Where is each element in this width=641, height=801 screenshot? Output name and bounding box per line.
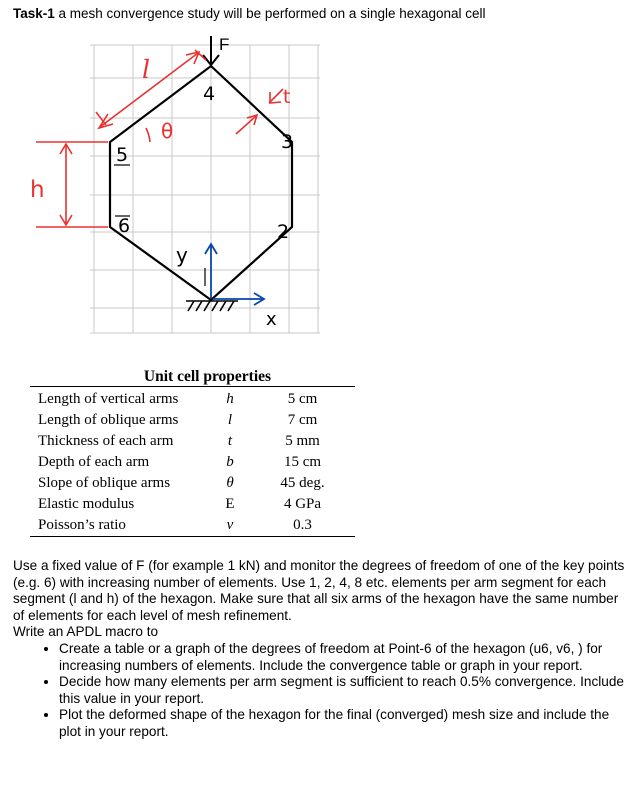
label-h: h — [30, 177, 45, 203]
instruction-paragraph-2: Write an APDL macro to — [13, 624, 159, 640]
hexagon — [110, 66, 292, 300]
table-row — [30, 431, 355, 452]
label-x: x — [266, 309, 277, 330]
list-item: • Decide how many elements per arm segment is sufficient to reach 0.5% convergence. Include this value in your report. — [59, 674, 631, 707]
instructions — [13, 558, 631, 741]
property-name: Poisson’s ratio — [38, 517, 126, 533]
table-row — [30, 473, 355, 494]
property-symbol: θ — [226, 475, 234, 491]
task-label: Task-1 — [13, 6, 55, 21]
label-point-2: 2 — [277, 221, 290, 243]
theta-arc — [146, 128, 150, 142]
property-name: Length of vertical arms — [38, 391, 179, 407]
table-row — [30, 515, 355, 537]
property-value: 15 cm — [283, 454, 322, 470]
hexagon-cell-figure — [0, 30, 641, 348]
table-row — [30, 452, 355, 473]
force-arrow — [203, 36, 219, 65]
label-F: F — [219, 35, 230, 54]
property-symbol: E — [225, 496, 235, 512]
label-point-3: 3 — [281, 131, 294, 153]
property-name: Thickness of each arm — [38, 433, 174, 449]
properties-table — [30, 368, 355, 537]
label-point-6: 6 — [118, 215, 131, 237]
property-symbol: h — [226, 391, 234, 407]
properties-grid — [30, 386, 355, 537]
list-item: • Create a table or a graph of the degrees of freedom at Point-6 of the hexagon (u6, v6, ) for increasing numbers of elements. Include the convergence table or graph in your report. — [59, 641, 631, 674]
property-value: 0.3 — [293, 517, 312, 533]
list-item: • Plot the deformed shape of the hexagon for the final (converged) mesh size and include the plot in your report. — [59, 707, 631, 740]
label-y: y — [176, 243, 188, 267]
fixed-support — [186, 301, 238, 311]
property-value: 5 cm — [287, 391, 318, 407]
property-name: Slope of oblique arms — [38, 475, 171, 491]
instruction-paragraph-1: Use a fixed value of F (for example 1 kN) and monitor the degrees of freedom of one of the key points (e.g. 6) with increasing number of elements. Use 1, 2, 4, 8 etc. elements per arm segment for each segment (l and h) of the hexagon. Make sure that all six arms of the hexagon have the same number of elements for each level of mesh refinement. — [13, 558, 625, 623]
dimension-h — [36, 142, 108, 227]
table-row — [30, 410, 355, 431]
property-symbol: ν — [226, 517, 234, 533]
label-theta: θ — [161, 119, 174, 143]
label-l: l — [142, 55, 150, 84]
axes — [205, 244, 264, 305]
task-heading — [13, 5, 628, 22]
properties-caption: Unit cell properties — [143, 368, 272, 385]
property-symbol: l — [227, 412, 233, 428]
label-t: t — [283, 86, 291, 108]
property-name: Length of oblique arms — [38, 412, 179, 428]
property-name: Elastic modulus — [38, 496, 135, 512]
label-point-5: 5 — [116, 144, 129, 166]
task-title-text: a mesh convergence study will be performed on a single hexagonal cell — [54, 6, 486, 21]
instruction-list — [13, 641, 631, 741]
property-symbol: t — [227, 433, 233, 449]
property-value: 45 deg. — [280, 475, 325, 491]
property-value: 4 GPa — [283, 496, 322, 512]
property-name: Depth of each arm — [38, 454, 150, 470]
property-symbol: b — [226, 454, 234, 470]
property-value: 7 cm — [287, 412, 318, 428]
table-row — [30, 387, 355, 411]
dimension-l — [96, 50, 206, 128]
property-value: 5 mm — [285, 433, 320, 449]
table-row — [30, 494, 355, 515]
label-point-4: 4 — [203, 83, 216, 105]
